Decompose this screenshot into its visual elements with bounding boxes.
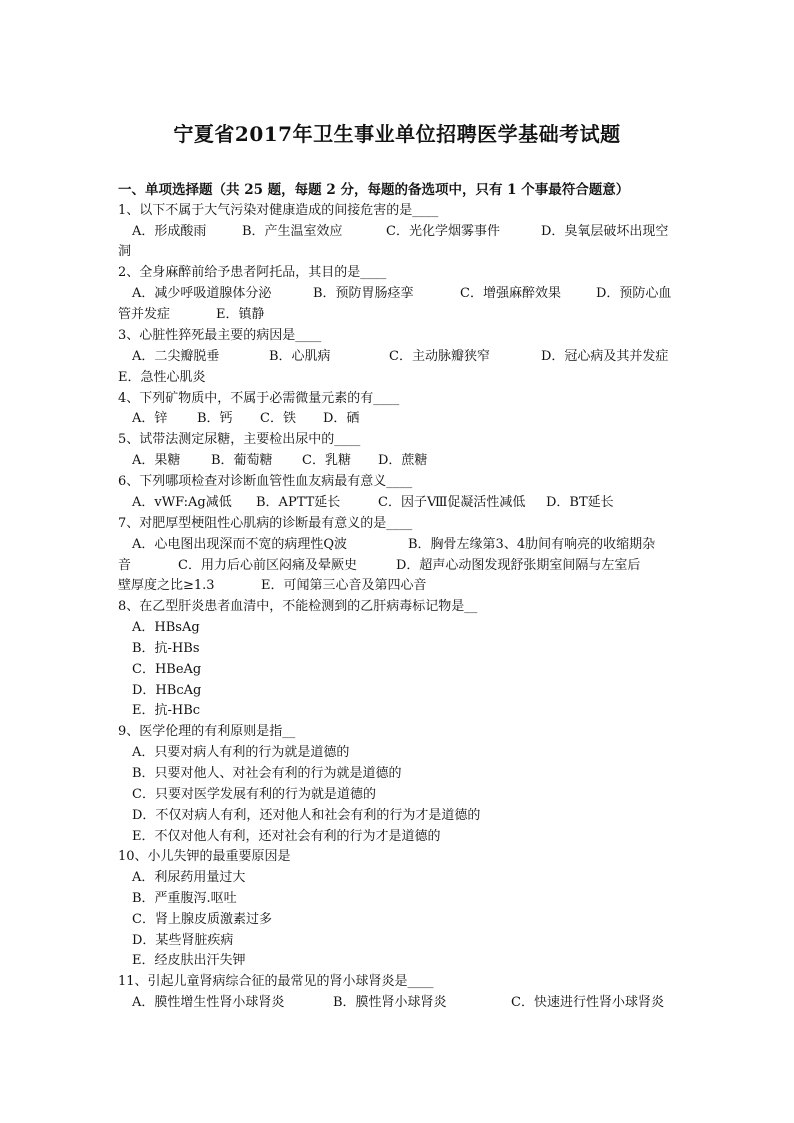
question-9-stem: 9、医学伦理的有利原则是指__	[118, 724, 296, 739]
option-d-continuation: 壁厚度之比≥1.3	[118, 578, 215, 593]
option-b: B．心肌病	[269, 349, 331, 364]
question-7-stem: 7、对肥厚型梗阻性心肌病的诊断最有意义的是____	[118, 516, 413, 531]
option-c: C．光化学烟雾事件	[386, 224, 500, 239]
option-c: C．用力后心前区闷痛及晕厥史	[178, 558, 357, 573]
option-a: A．膜性增生性肾小球肾炎	[132, 995, 285, 1010]
option-b: B．预防胃肠痉挛	[313, 286, 414, 301]
option-b: B．抗-HBs	[132, 641, 200, 656]
question-1-continuation: 洞	[118, 244, 132, 259]
option-b: B．APTT延长	[256, 495, 341, 510]
option-e: E．镇静	[216, 307, 265, 322]
option-b: B．严重腹泻.呕吐	[132, 891, 237, 906]
option-c: C．只要对医学发展有利的行为就是道德的	[132, 787, 376, 802]
question-10-stem: 10、小儿失钾的最重要原因是	[118, 849, 291, 864]
option-c: C．增强麻醉效果	[460, 286, 561, 301]
option-b: B．只要对他人、对社会有利的行为就是道德的	[132, 766, 402, 781]
option-a: A．果糖	[132, 453, 181, 468]
option-d: D．硒	[323, 411, 360, 426]
option-d: D．冠心病及其并发症	[541, 349, 669, 364]
option-b: B．钙	[197, 411, 233, 426]
option-c: C．乳糖	[302, 453, 351, 468]
option-c: C．因子Ⅷ促凝活性减低	[378, 495, 526, 510]
option-a: A．心电图出现深而不宽的病理性Q波	[132, 537, 348, 552]
document-title: 宁夏省2017年卫生事业单位招聘医学基础考试题	[173, 122, 621, 146]
option-b: B．胸骨左缘第3、4肋间有响亮的收缩期杂	[408, 537, 656, 552]
question-6-stem: 6、下列哪项检查对诊断血管性血友病最有意义____	[118, 474, 413, 489]
option-a: A．利尿药用量过大	[132, 870, 246, 885]
option-c: C．铁	[260, 411, 296, 426]
option-d: D．预防心血	[596, 286, 672, 301]
option-e: E．急性心肌炎	[118, 370, 206, 385]
option-d: D．超声心动图发现舒张期室间隔与左室后	[396, 558, 641, 573]
question-3-stem: 3、心脏性猝死最主要的病因是____	[118, 328, 322, 343]
option-a: A．HBsAg	[132, 620, 200, 635]
question-5-stem: 5、试带法测定尿糖，主要检出尿中的____	[118, 432, 361, 447]
option-b: B．膜性肾小球肾炎	[333, 995, 447, 1010]
option-b-continuation: 音	[118, 558, 132, 573]
option-d: D．不仅对病人有利，还对他人和社会有利的行为才是道德的	[132, 808, 481, 823]
option-b: B．产生温室效应	[242, 224, 343, 239]
option-d: D．BT延长	[546, 495, 614, 510]
option-a: A．形成酸雨	[132, 224, 207, 239]
option-a: A．只要对病人有利的行为就是道德的	[132, 745, 350, 760]
option-a: A．锌	[132, 411, 168, 426]
option-d-continuation: 管并发症	[118, 307, 171, 322]
question-1-stem: 1、以下不属于大气污染对健康造成的间接危害的是____	[118, 203, 439, 218]
option-c: C．快速进行性肾小球肾炎	[511, 995, 664, 1010]
option-c: C．肾上腺皮质激素过多	[132, 912, 272, 927]
option-a: A．vWF:Ag减低	[132, 495, 232, 510]
option-d: D．蔗糖	[378, 453, 428, 468]
option-b: B．葡萄糖	[211, 453, 273, 468]
question-8-stem: 8、在乙型肝炎患者血清中，不能检测到的乙肝病毒标记物是__	[118, 599, 478, 614]
option-d: D．HBcAg	[132, 683, 202, 698]
option-c: C．HBeAg	[132, 662, 202, 677]
option-e: E．可闻第三心音及第四心音	[261, 578, 427, 593]
option-d: D．臭氧层破坏出现空	[541, 224, 669, 239]
option-a: A．减少呼吸道腺体分泌	[132, 286, 272, 301]
option-e: E．抗-HBc	[132, 703, 201, 718]
option-e: E．经皮肤出汗失钾	[132, 953, 246, 968]
question-11-stem: 11、引起儿童肾病综合征的最常见的肾小球肾炎是____	[118, 974, 434, 989]
option-c: C．主动脉瓣狭窄	[389, 349, 490, 364]
option-d: D．某些肾脏疾病	[132, 933, 234, 948]
question-4-stem: 4、下列矿物质中，不属于必需微量元素的有____	[118, 391, 400, 406]
question-2-stem: 2、全身麻醉前给予患者阿托品，其目的是____	[118, 265, 387, 280]
option-e: E．不仅对他人有利，还对社会有利的行为才是道德的	[132, 829, 441, 844]
option-a: A．二尖瓣脱垂	[132, 349, 220, 364]
section-heading: 一、单项选择题（共 25 题，每题 2 分，每题的备选项中，只有 1 个事最符合题意）	[118, 182, 630, 198]
